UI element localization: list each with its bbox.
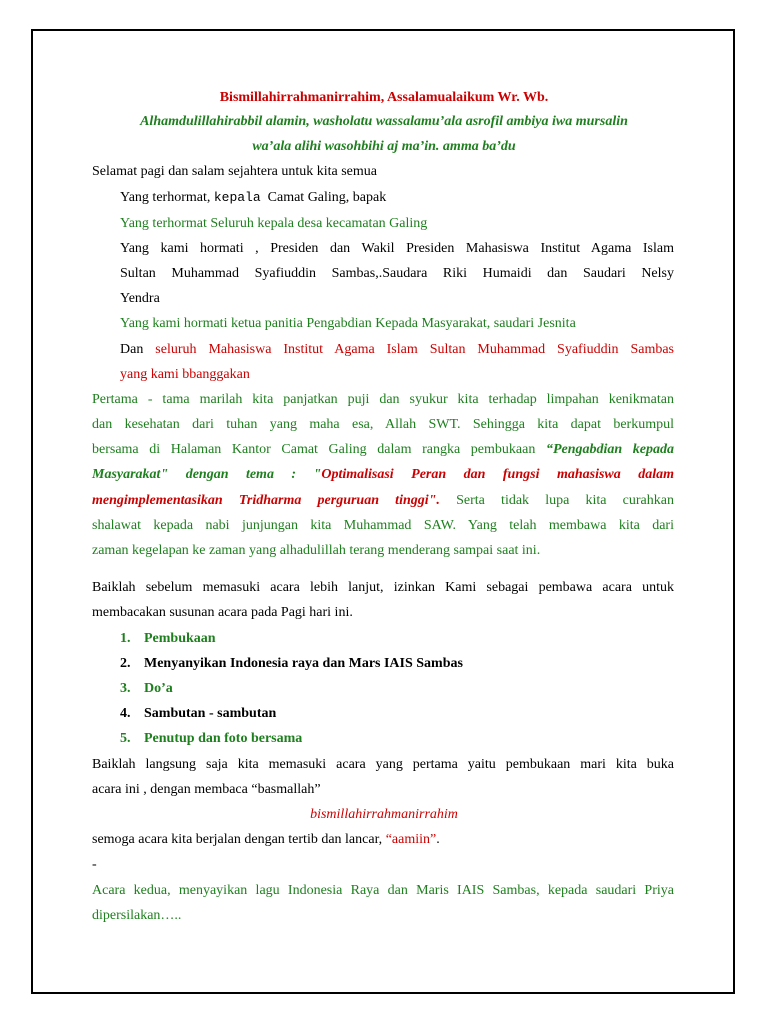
paragraph-1-line-3: bersama di Halaman Kantor Camat Galing dalam rangka pembukaan “Pengabdian kepada	[92, 442, 674, 457]
agenda-item-1: 1. Pembukaan	[120, 631, 216, 646]
paragraph-1-line-2: dan kesehatan dari tuhan yang maha esa, Allah SWT. Sehingga kita dapat berkumpul	[92, 417, 674, 432]
paragraph-4-line-1: Acara kedua, menyayikan lagu Indonesia Raya dan Maris IAIS Sambas, kepada saudari Priya	[92, 883, 674, 898]
paragraph-3-line-1: Baiklah langsung saja kita memasuki acara yang pertama yaitu pembukaan mari kita buka	[92, 757, 674, 772]
salutation-item-ketua-panitia: Yang kami hormati ketua panitia Pengabdian Kepada Masyarakat, saudari Jesnita	[120, 316, 576, 331]
paragraph-1-line-7: zaman kegelapan ke zaman yang alhadulillah terang menderang sampai saat ini.	[92, 543, 541, 558]
paragraph-4-line-2: dipersilakan…..	[92, 908, 182, 923]
salutation-item-kepala-desa: Yang terhormat Seluruh kepala desa kecamatan Galing	[120, 216, 428, 231]
paragraph-2-line-1: Baiklah sebelum memasuki acara lebih lanjut, izinkan Kami sebagai pembawa acara untuk	[92, 580, 674, 595]
paragraph-1-line-5: mengimplementasikan Tridharma perguruan tinggi". Serta tidak lupa kita curahkan	[92, 493, 674, 508]
agenda-item-5: 5. Penutup dan foto bersama	[120, 731, 303, 746]
salutation-item-presiden-line-2: Sultan Muhammad Syafiuddin Sambas,.Saudara Riki Humaidi dan Saudari Nelsy	[120, 266, 674, 281]
opening-prayer-line-2: wa’ala alihi wasohbihi aj ma’in. amma ba’du	[252, 139, 516, 154]
salutation-item-mahasiswa-line-2: yang kami bbanggakan	[120, 367, 250, 382]
paragraph-2-line-2: membacakan susunan acara pada Pagi hari ini.	[92, 605, 353, 620]
paragraph-1-line-1: Pertama - tama marilah kita panjatkan puji dan syukur kita terhadap limpahan kenikmatan	[92, 392, 674, 407]
salutation-item-presiden-line-1: Yang kami hormati , Presiden dan Wakil Presiden Mahasiswa Institut Agama Islam	[120, 241, 674, 256]
salutation-item-camat: Yang terhormat, kepala Camat Galing, bapak	[120, 190, 387, 205]
agenda-item-3: 3. Do’a	[120, 681, 173, 696]
salutation-line: Selamat pagi dan salam sejahtera untuk kita semua	[92, 164, 377, 179]
paragraph-3-line-2: acara ini , dengan membaca “basmallah”	[92, 782, 321, 797]
agenda-item-2: 2. Menyanyikan Indonesia raya dan Mars IAIS Sambas	[120, 656, 463, 671]
paragraph-3-line-3: semoga acara kita berjalan dengan tertib dan lancar, “aamiin”.	[92, 832, 440, 847]
opening-prayer-line-1: Alhamdulillahirabbil alamin, washolatu wassalamu’ala asrofil ambiya iwa mursalin	[140, 114, 628, 129]
salutation-item-presiden-line-3: Yendra	[120, 291, 160, 306]
salutation-item-mahasiswa-line-1: Dan seluruh Mahasiswa Institut Agama Islam Sultan Muhammad Syafiuddin Sambas	[120, 342, 674, 357]
paragraph-1-line-4: Masyarakat" dengan tema : "Optimalisasi Peran dan fungsi mahasiswa dalam	[92, 467, 674, 482]
opening-greeting: Bismillahirrahmanirrahim, Assalamualaikum Wr. Wb.	[219, 90, 549, 105]
dash-separator: -	[92, 857, 97, 872]
basmallah-text: bismillahirrahmanirrahim	[310, 807, 458, 822]
paragraph-1-line-6: shalawat kepada nabi junjungan kita Muhammad SAW. Yang telah membawa kita dari	[92, 518, 674, 533]
agenda-item-4: 4. Sambutan - sambutan	[120, 706, 277, 721]
